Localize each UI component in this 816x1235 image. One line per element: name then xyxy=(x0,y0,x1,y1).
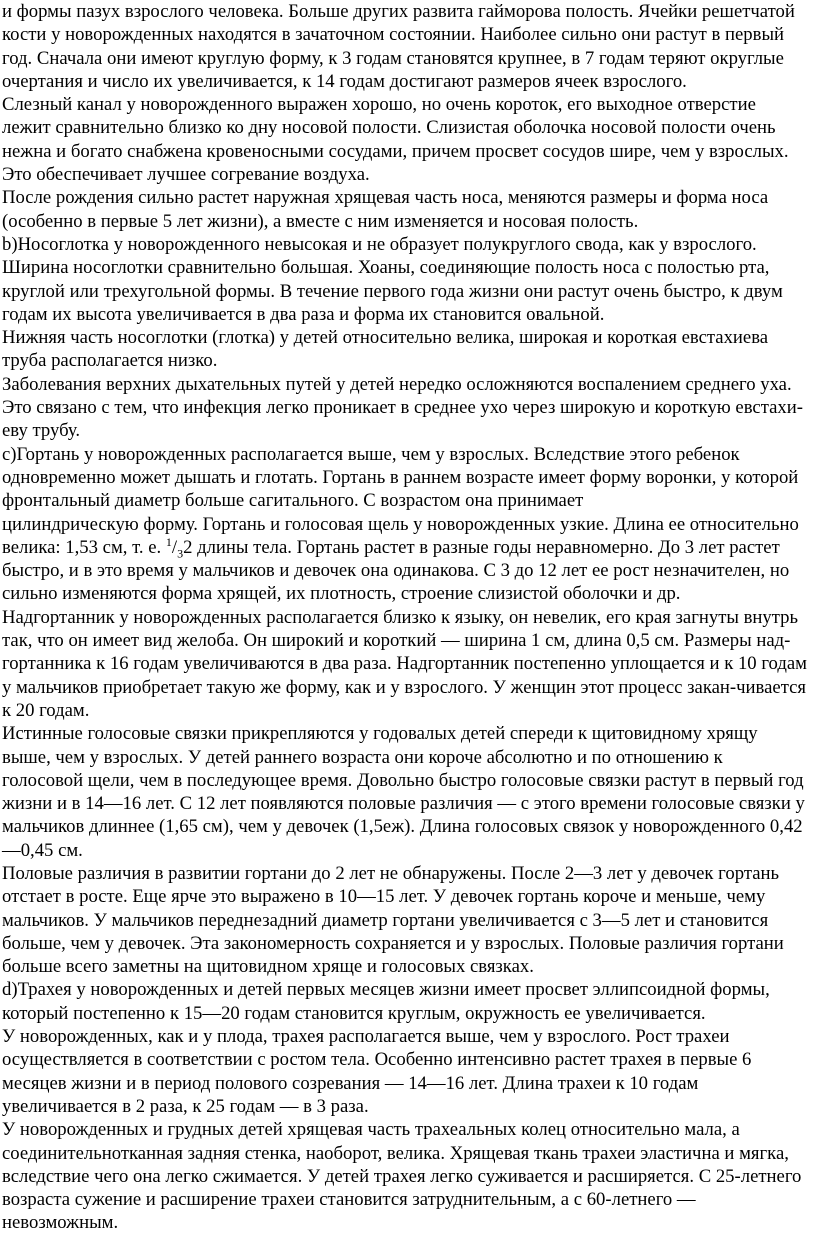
larynx-text-after: 2 длины тела. Гортань растет в разные годы неравномерно. До 3 лет растет быстро, и в это время у мальчиков и девочек она одинакова. С 3 до 12 лет ее рост незначителен, но сильно изменяются форма хрящей, их плотность, строение слизистой оболочки и др. xyxy=(2,536,790,605)
paragraph-vocal-cords: Истинные голосовые связки прикрепляются у годовалых детей спереди к щитовидному хрящу выше, чем у взрослых. У детей раннего возраста они короче абсолютно и по отношению к голосовой щели, чем в последующее время. Довольно быстро голосовые связки растут в первый год жизни и в 14—16 лет. С 12 лет появляются половые различия — с этого времени голосовые связки у мальчиков длиннее (1,65 см), чем у девочек (1,5еж). Длина голосовых связок у новорожденного 0,42—0,45 см. xyxy=(2,723,805,861)
fraction-slash: / xyxy=(171,536,178,558)
paragraph-sex-differences: Половые различия в развитии гортани до 2 лет не обнаружены. После 2—3 лет у девочек гортань отстает в росте. Еще ярче это выражено в 10—15 лет. У девочек гортань короче и меньше, чему мальчиков. У мальчиков переднезадний диаметр гортани увеличивается с 3—5 лет и становится больше, чем у девочек. Эта закономерность сохраняется и у взрослых. Половые различия гортани больше всего заметны на щитовидном хряще и голосовых связках. xyxy=(2,862,784,978)
paragraph-larynx-shape xyxy=(2,513,807,606)
paragraph-pharynx: Нижняя часть носоглотки (глотка) у детей относительно велика, широкая и короткая евстахиева труба располагается низко. xyxy=(2,327,769,372)
paragraph-trachea-rings: У новорожденных и грудных детей хрящевая часть трахеальных колец относительно мала, а соединительнотканная задняя стенка, наоборот, велика. Хрящевая ткань трахеи эластична и мягка, вследствие чего она легко сжимается. У детей трахея легко суживается и расширяется. С 25-летнего возраста сужение и расширение трахеи становится затруднительным, а с 60-летнего — невозможным. xyxy=(2,1119,802,1234)
paragraph-sinuses: и формы пазух взрослого человека. Больше других развита гайморова полость. Ячейки решетчатой кости у новорожденных находятся в зачаточном состоянии. Наиболее сильно они растут в первый год. Сначала они имеют круглую форму, к 3 годам становятся крупнее, в 7 годам теряют округлые очертания и число их увеличивается, к 14 годам достигают размеров ячеек взрослого. xyxy=(2,1,795,92)
paragraph-tear-duct: Слезный канал у новорожденного выражен хорошо, но очень короток, его выходное отверстие лежит сравнительно близко ко дну носовой полости. Слизистая оболочка носовой полости очень нежна и богато снабжена кровеносными сосудами, причем просвет сосудов шире, чем у взрослых. Это обеспечивает лучшее согревание воздуха. xyxy=(2,94,789,186)
paragraph-trachea-intro: d)Трахея у новорожденных и детей первых месяцев жизни имеет просвет эллипсоидной формы, который постепенно к 15—20 годам становится круглым, окружность ее увеличивается. xyxy=(2,979,770,1024)
paragraph-ear-disease: Заболевания верхних дыхательных путей у детей нередко осложняются воспалением среднего уха. Это связано с тем, что инфекция легко проникает в среднее ухо через широкую и короткую евстахи-еву трубу. xyxy=(2,373,803,442)
paragraph-trachea-growth: У новорожденных, как и у плода, трахея располагается выше, чем у взрослого. Рост трахеи осуществляется в соответствии с ростом тела. Особенно интенсивно растет трахея в первые 6 месяцев жизни и в период полового созревания — 14—16 лет. Длина трахеи к 10 годам увеличивается в 2 раза, к 25 годам — в 3 раза. xyxy=(2,1026,752,1117)
paragraph-epiglottis: Надгортанник у новорожденных располагается близко к языку, он невелик, его края загнуты внутрь так, что он имеет вид желоба. Он широкий и короткий — ширина 1 см, длина 0,5 см. Размеры над-гортанника к 16 годам увеличиваются в два раза. Надгортанник постепенно уплощается и к 10 годам у мальчиков приобретает такую же форму, как и у взрослого. У женщин этот процесс закан-чивается к 20 годам. xyxy=(2,606,807,721)
fraction-numerator: 1 xyxy=(165,534,172,549)
fraction-denominator: 3 xyxy=(177,546,184,561)
paragraph-nose-growth: После рождения сильно растет наружная хрящевая часть носа, меняются размеры и форма носа (особенно в первые 5 лет жизни), а вместе с ним изменяется и носовая полость. xyxy=(2,187,769,232)
paragraph-larynx-intro: c)Гортань у новорожденных располагается выше, чем у взрослых. Вследствие этого ребенок одновременно может дышать и глотать. Гортань в раннем возрасте имеет форму воронки, у которой фронтальный диаметр больше сагитального. С возрастом она принимает xyxy=(2,443,799,512)
paragraph-nasopharynx: b)Носоглотка у новорожденного невысокая и не образует полукруглого свода, как у взрослого. Ширина носоглотки сравнительно большая. Хоаны, соединяющие полость носа с полостью рта, круглой или трехугольной формы. В течение первого года жизни они растут очень быстро, к двум годам их высота увеличивается в два раза и форма их становится овальной. xyxy=(2,233,783,325)
larynx-text-before: цилиндрическую форму. Гортань и голосовая щель у новорожденных узкие. Длина ее относительно велика: 1,53 см, т. е. xyxy=(2,513,799,558)
